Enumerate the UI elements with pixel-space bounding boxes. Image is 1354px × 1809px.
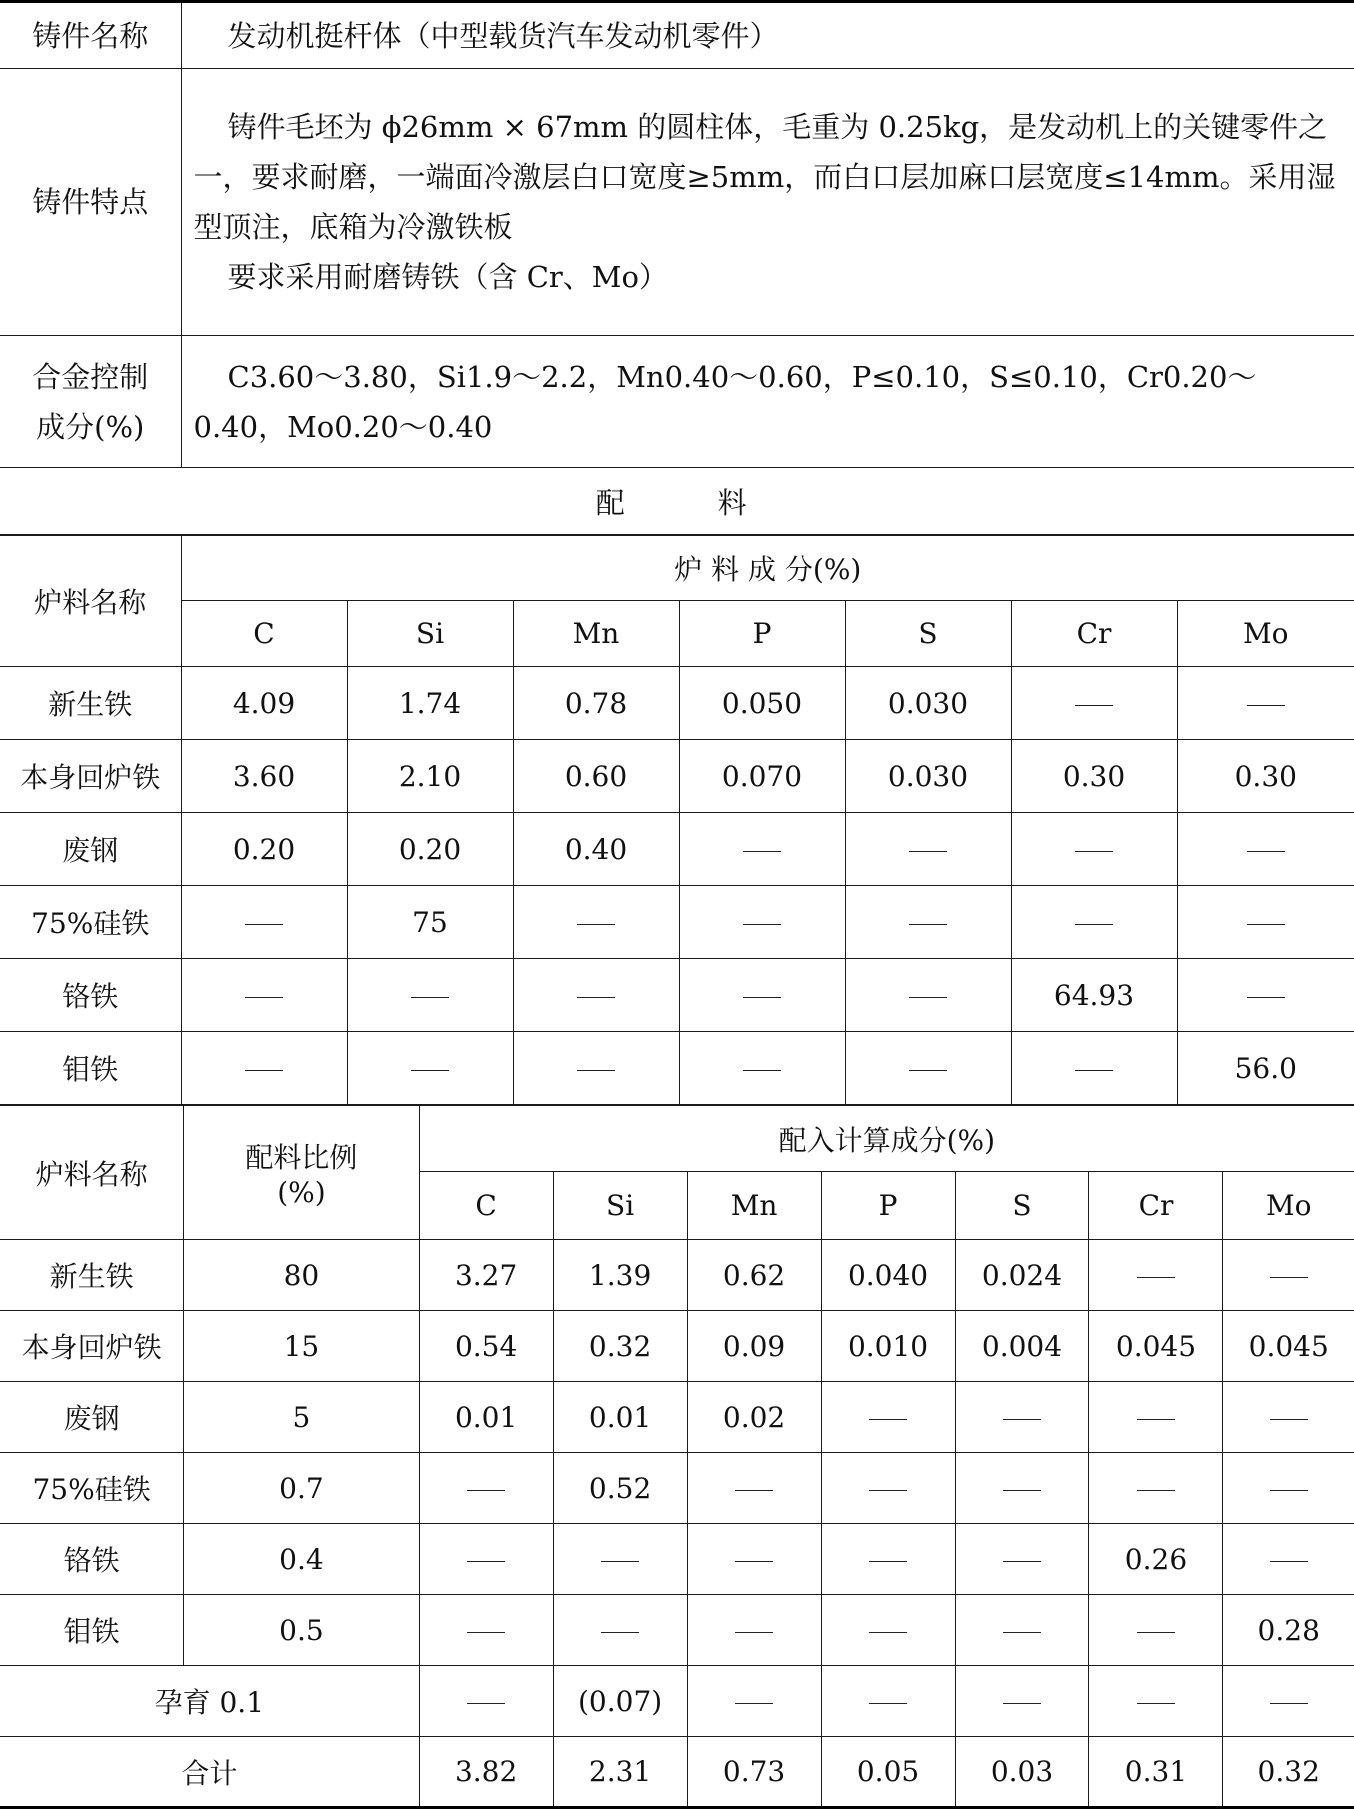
inoculation-value bbox=[955, 1666, 1089, 1737]
calculated-value: 0.09 bbox=[687, 1311, 821, 1382]
composition-value: 64.93 bbox=[1011, 959, 1177, 1032]
calc-group-header: 配入计算成分(%) bbox=[419, 1106, 1354, 1172]
dash-mark bbox=[743, 851, 781, 852]
composition-value bbox=[513, 886, 679, 959]
calculated-value: 0.045 bbox=[1089, 1311, 1223, 1382]
dash-mark bbox=[869, 1490, 907, 1491]
section-title: 配 料 bbox=[0, 468, 1354, 535]
dash-mark bbox=[869, 1632, 907, 1633]
dash-mark bbox=[869, 1419, 907, 1420]
material-name: 75%硅铁 bbox=[0, 1453, 184, 1524]
ratio-value: 0.7 bbox=[184, 1453, 419, 1524]
calculated-value bbox=[955, 1524, 1089, 1595]
alloy-control-value bbox=[181, 336, 1354, 468]
column-header-mn: Mn bbox=[687, 1172, 821, 1240]
dash-mark bbox=[467, 1632, 505, 1633]
calculated-value: 0.045 bbox=[1223, 1311, 1354, 1382]
composition-value bbox=[181, 1032, 347, 1105]
calculated-value bbox=[955, 1382, 1089, 1453]
dash-mark bbox=[245, 924, 283, 925]
material-name: 75%硅铁 bbox=[0, 886, 181, 959]
material-name: 铬铁 bbox=[0, 1524, 184, 1595]
alloy-control-label bbox=[0, 336, 181, 468]
composition-value: 3.60 bbox=[181, 740, 347, 813]
dash-mark bbox=[1247, 705, 1285, 706]
material-name: 本身回炉铁 bbox=[0, 740, 181, 813]
composition-value: 0.40 bbox=[513, 813, 679, 886]
calculated-value: 0.024 bbox=[955, 1240, 1089, 1311]
alloy-label-line-2: 成分(%) bbox=[36, 409, 145, 444]
calculated-value: 0.26 bbox=[1089, 1524, 1223, 1595]
column-header-mo: Mo bbox=[1223, 1172, 1354, 1240]
total-value: 3.82 bbox=[419, 1737, 553, 1808]
material-name: 钼铁 bbox=[0, 1032, 181, 1105]
table-row bbox=[0, 1382, 1354, 1453]
inoculation-value bbox=[1223, 1666, 1354, 1737]
inoculation-value bbox=[1089, 1666, 1223, 1737]
calculated-value: 3.27 bbox=[419, 1240, 553, 1311]
calculated-value: 0.52 bbox=[553, 1453, 687, 1524]
dash-mark bbox=[1003, 1703, 1041, 1704]
inoculation-row bbox=[0, 1666, 1354, 1737]
dash-mark bbox=[735, 1703, 773, 1704]
ratio-value: 0.4 bbox=[184, 1524, 419, 1595]
table-row bbox=[0, 1311, 1354, 1382]
dash-mark bbox=[735, 1561, 773, 1562]
composition-value bbox=[1011, 667, 1177, 740]
composition-value bbox=[845, 813, 1011, 886]
table-row bbox=[0, 1453, 1354, 1524]
calculated-value: 0.32 bbox=[553, 1311, 687, 1382]
composition-value bbox=[181, 959, 347, 1032]
dash-mark bbox=[467, 1561, 505, 1562]
dash-mark bbox=[1247, 851, 1285, 852]
column-header-s: S bbox=[955, 1172, 1089, 1240]
feature-paragraph-1: 铸件毛坯为 ϕ26mm × 67mm 的圆柱体，毛重为 0.25kg，是发动机上的关键零件之一，要求耐磨，一端面冷激层白口宽度≥5mm，而白口层加麻口层宽度≤14mm。采用湿型顶注，底箱为冷激铁板 bbox=[193, 110, 1336, 244]
dash-mark bbox=[1137, 1277, 1175, 1278]
dash-mark bbox=[1137, 1703, 1175, 1704]
composition-value: 0.78 bbox=[513, 667, 679, 740]
total-label: 合计 bbox=[0, 1737, 419, 1808]
composition-value: 0.20 bbox=[347, 813, 513, 886]
calculated-value bbox=[419, 1453, 553, 1524]
ratio-value: 5 bbox=[184, 1382, 419, 1453]
calculated-value bbox=[1089, 1595, 1223, 1666]
total-value: 0.31 bbox=[1089, 1737, 1223, 1808]
dash-mark bbox=[1003, 1561, 1041, 1562]
dash-mark bbox=[743, 1070, 781, 1071]
column-header-si: Si bbox=[347, 601, 513, 667]
casting-name-value bbox=[181, 2, 1354, 69]
material-name: 新生铁 bbox=[0, 667, 181, 740]
composition-value: 1.74 bbox=[347, 667, 513, 740]
dash-mark bbox=[869, 1703, 907, 1704]
total-value: 0.73 bbox=[687, 1737, 821, 1808]
composition-value bbox=[845, 959, 1011, 1032]
calculation-table bbox=[0, 1105, 1354, 1809]
calculated-value bbox=[821, 1453, 955, 1524]
casting-name-label: 铸件名称 bbox=[0, 2, 181, 69]
dash-mark bbox=[1270, 1561, 1308, 1562]
calculated-value: 0.02 bbox=[687, 1382, 821, 1453]
calculated-value bbox=[553, 1595, 687, 1666]
charge-name-header: 炉料名称 bbox=[0, 536, 181, 667]
calc-ratio-header bbox=[184, 1106, 419, 1240]
composition-value: 0.30 bbox=[1177, 740, 1354, 813]
calculated-value bbox=[1223, 1382, 1354, 1453]
composition-value bbox=[1177, 667, 1354, 740]
composition-value bbox=[181, 886, 347, 959]
dash-mark bbox=[577, 1070, 615, 1071]
calculated-value bbox=[955, 1595, 1089, 1666]
casting-info-table bbox=[0, 0, 1354, 535]
dash-mark bbox=[1075, 924, 1113, 925]
calculated-value: 0.62 bbox=[687, 1240, 821, 1311]
composition-value bbox=[1177, 813, 1354, 886]
calculated-value bbox=[1089, 1382, 1223, 1453]
calculated-value: 1.39 bbox=[553, 1240, 687, 1311]
composition-value bbox=[1177, 959, 1354, 1032]
calculated-value: 0.01 bbox=[553, 1382, 687, 1453]
calculated-value bbox=[553, 1524, 687, 1595]
charge-composition-table bbox=[0, 535, 1354, 1105]
dash-mark bbox=[467, 1490, 505, 1491]
composition-value bbox=[679, 1032, 845, 1105]
dash-mark bbox=[1075, 1070, 1113, 1071]
dash-mark bbox=[1247, 924, 1285, 925]
dash-mark bbox=[1270, 1419, 1308, 1420]
dash-mark bbox=[1137, 1419, 1175, 1420]
calculated-value: 0.040 bbox=[821, 1240, 955, 1311]
column-header-s: S bbox=[845, 601, 1011, 667]
ratio-value: 0.5 bbox=[184, 1595, 419, 1666]
material-name: 钼铁 bbox=[0, 1595, 184, 1666]
dash-mark bbox=[909, 851, 947, 852]
column-header-mn: Mn bbox=[513, 601, 679, 667]
dash-mark bbox=[743, 924, 781, 925]
material-name: 废钢 bbox=[0, 1382, 184, 1453]
table-row bbox=[0, 667, 1354, 740]
dash-mark bbox=[601, 1561, 639, 1562]
composition-value bbox=[1011, 1032, 1177, 1105]
casting-feature-value bbox=[181, 69, 1354, 336]
table-row bbox=[0, 886, 1354, 959]
column-header-p: P bbox=[821, 1172, 955, 1240]
dash-mark bbox=[909, 997, 947, 998]
calculated-value bbox=[821, 1524, 955, 1595]
dash-mark bbox=[1137, 1490, 1175, 1491]
composition-value bbox=[845, 1032, 1011, 1105]
inoculation-value bbox=[419, 1666, 553, 1737]
material-name: 新生铁 bbox=[0, 1240, 184, 1311]
dash-mark bbox=[1003, 1632, 1041, 1633]
alloy-label-line-1: 合金控制 bbox=[32, 359, 149, 394]
total-row bbox=[0, 1737, 1354, 1808]
calculated-value bbox=[1223, 1524, 1354, 1595]
composition-value: 0.030 bbox=[845, 740, 1011, 813]
inoculation-label: 孕育 0.1 bbox=[0, 1666, 419, 1737]
table-row bbox=[0, 813, 1354, 886]
calculated-value bbox=[419, 1595, 553, 1666]
dash-mark bbox=[735, 1490, 773, 1491]
total-value: 0.03 bbox=[955, 1737, 1089, 1808]
dash-mark bbox=[245, 1070, 283, 1071]
composition-value: 75 bbox=[347, 886, 513, 959]
dash-mark bbox=[1075, 851, 1113, 852]
table-row bbox=[0, 959, 1354, 1032]
dash-mark bbox=[577, 924, 615, 925]
dash-mark bbox=[1270, 1703, 1308, 1704]
column-header-mo: Mo bbox=[1177, 601, 1354, 667]
calculated-value bbox=[419, 1524, 553, 1595]
dash-mark bbox=[1003, 1490, 1041, 1491]
alloy-value-text: C3.60～3.80，Si1.9～2.2，Mn0.40～0.60，P≤0.10，S≤0.10，Cr0.20～0.40，Mo0.20～0.40 bbox=[193, 359, 1257, 444]
composition-value: 0.30 bbox=[1011, 740, 1177, 813]
table-row bbox=[0, 740, 1354, 813]
composition-value: 0.60 bbox=[513, 740, 679, 813]
calc-name-header: 炉料名称 bbox=[0, 1106, 184, 1240]
calculated-value: 0.54 bbox=[419, 1311, 553, 1382]
calculated-value: 0.010 bbox=[821, 1311, 955, 1382]
dash-mark bbox=[467, 1703, 505, 1704]
dash-mark bbox=[909, 1070, 947, 1071]
material-name: 本身回炉铁 bbox=[0, 1311, 184, 1382]
calculated-value bbox=[821, 1382, 955, 1453]
composition-value: 0.030 bbox=[845, 667, 1011, 740]
composition-value bbox=[1011, 813, 1177, 886]
composition-value: 0.20 bbox=[181, 813, 347, 886]
column-header-p: P bbox=[679, 601, 845, 667]
composition-value bbox=[1011, 886, 1177, 959]
inoculation-value: (0.07) bbox=[553, 1666, 687, 1737]
calculated-value: 0.28 bbox=[1223, 1595, 1354, 1666]
dash-mark bbox=[909, 924, 947, 925]
calculated-value: 0.004 bbox=[955, 1311, 1089, 1382]
column-header-c: C bbox=[181, 601, 347, 667]
inoculation-value bbox=[687, 1666, 821, 1737]
calculated-value: 0.01 bbox=[419, 1382, 553, 1453]
composition-value bbox=[1177, 886, 1354, 959]
composition-value bbox=[679, 886, 845, 959]
dash-mark bbox=[411, 1070, 449, 1071]
table-row bbox=[0, 1595, 1354, 1666]
composition-value: 0.050 bbox=[679, 667, 845, 740]
dash-mark bbox=[411, 997, 449, 998]
material-name: 铬铁 bbox=[0, 959, 181, 1032]
calculated-value bbox=[687, 1595, 821, 1666]
composition-value: 0.070 bbox=[679, 740, 845, 813]
table-row bbox=[0, 1240, 1354, 1311]
composition-value bbox=[513, 1032, 679, 1105]
calculated-value bbox=[1223, 1240, 1354, 1311]
calculated-value bbox=[1089, 1453, 1223, 1524]
table-row bbox=[0, 1032, 1354, 1105]
column-header-cr: Cr bbox=[1011, 601, 1177, 667]
calculated-value bbox=[1223, 1453, 1354, 1524]
calc-ratio-header-line-2: (%) bbox=[277, 1176, 326, 1209]
dash-mark bbox=[1137, 1632, 1175, 1633]
casting-name-text: 发动机挺杆体（中型载货汽车发动机零件） bbox=[227, 18, 779, 53]
dash-mark bbox=[1270, 1277, 1308, 1278]
composition-value: 4.09 bbox=[181, 667, 347, 740]
calculated-value bbox=[687, 1453, 821, 1524]
calculated-value bbox=[1089, 1240, 1223, 1311]
composition-value bbox=[679, 813, 845, 886]
dash-mark bbox=[601, 1632, 639, 1633]
calc-ratio-header-line-1: 配料比例 bbox=[245, 1141, 358, 1174]
total-value: 0.05 bbox=[821, 1737, 955, 1808]
composition-value bbox=[513, 959, 679, 1032]
composition-value: 2.10 bbox=[347, 740, 513, 813]
material-name: 废钢 bbox=[0, 813, 181, 886]
casting-feature-label: 铸件特点 bbox=[0, 69, 181, 336]
table-row bbox=[0, 1524, 1354, 1595]
dash-mark bbox=[245, 997, 283, 998]
composition-value bbox=[679, 959, 845, 1032]
dash-mark bbox=[577, 997, 615, 998]
composition-value bbox=[347, 1032, 513, 1105]
dash-mark bbox=[743, 997, 781, 998]
feature-paragraph-2: 要求采用耐磨铸铁（含 Cr、Mo） bbox=[227, 260, 668, 294]
dash-mark bbox=[1270, 1490, 1308, 1491]
column-header-cr: Cr bbox=[1089, 1172, 1223, 1240]
ratio-value: 80 bbox=[184, 1240, 419, 1311]
calculated-value bbox=[955, 1453, 1089, 1524]
dash-mark bbox=[735, 1632, 773, 1633]
column-header-c: C bbox=[419, 1172, 553, 1240]
dash-mark bbox=[1075, 705, 1113, 706]
dash-mark bbox=[1003, 1419, 1041, 1420]
composition-value bbox=[845, 886, 1011, 959]
ratio-value: 15 bbox=[184, 1311, 419, 1382]
calculated-value bbox=[821, 1595, 955, 1666]
dash-mark bbox=[1247, 997, 1285, 998]
composition-value: 56.0 bbox=[1177, 1032, 1354, 1105]
calculated-value bbox=[687, 1524, 821, 1595]
column-header-si: Si bbox=[553, 1172, 687, 1240]
total-value: 0.32 bbox=[1223, 1737, 1354, 1808]
total-value: 2.31 bbox=[553, 1737, 687, 1808]
inoculation-value bbox=[821, 1666, 955, 1737]
dash-mark bbox=[869, 1561, 907, 1562]
composition-value bbox=[347, 959, 513, 1032]
charge-group-header: 炉 料 成 分(%) bbox=[181, 536, 1354, 601]
